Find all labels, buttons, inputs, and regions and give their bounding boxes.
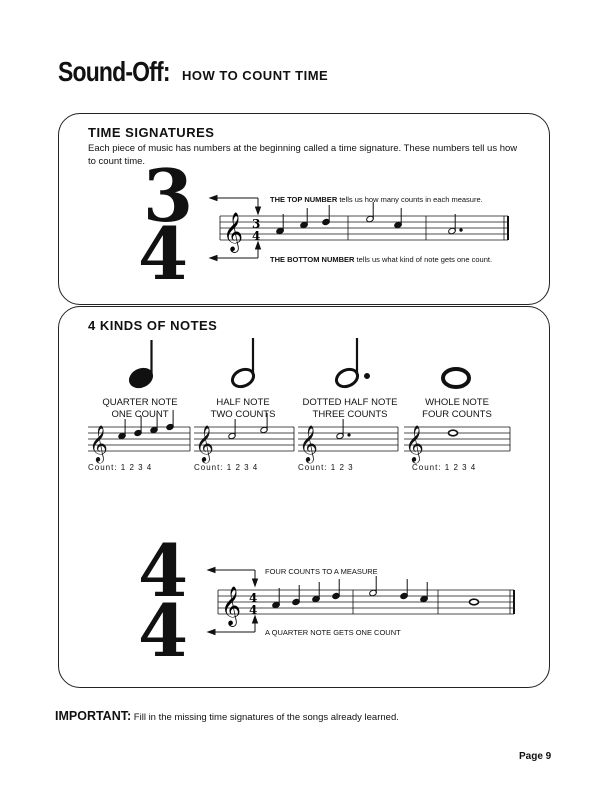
count-line-whole: Count: 1 2 3 4 [412,463,477,472]
treble-clef-icon: 𝄞 [405,424,424,462]
staff-sig-bottom-4: 4 [249,603,258,617]
big-common-time-bottom: 4 [138,588,189,673]
kinds-of-notes-title: 4 KINDS OF NOTES [88,318,218,333]
important-label: IMPORTANT: [55,709,132,723]
note-label-whole: WHOLE NOTE FOUR COUNTS [422,397,492,420]
treble-clef-icon: 𝄞 [299,424,318,462]
treble-clef-icon: 𝄞 [195,424,214,462]
staff-four-four [218,586,518,626]
quarter-gets-one-label: A QUARTER NOTE GETS ONE COUNT [265,628,401,637]
staff-sig-top-4: 4 [249,591,258,605]
page-number: Page 9 [519,751,552,762]
big-time-signature-bottom: 4 [138,211,189,296]
important-text: Fill in the missing time signatures of the songs already learned. [131,712,399,723]
page-subtitle: HOW TO COUNT TIME [182,68,329,83]
big-common-time-top: 4 [138,528,189,613]
time-signatures-title: TIME SIGNATURES [88,125,215,140]
staff-sig-bottom: 4 [252,229,261,243]
count-line-quarter: Count: 1 2 3 4 [88,463,153,472]
intro-line-2: to count time. [88,156,146,167]
intro-line-1: Each piece of music has numbers at the beginning called a time signature. These numbers tell us how [88,143,518,154]
big-time-signature-top: 3 [143,153,194,238]
staff-sig-top: 3 [252,217,261,231]
count-line-half: Count: 1 2 3 4 [194,463,259,472]
whole-note-icon [470,599,479,605]
important-note [55,709,399,723]
top-number-label: THE TOP NUMBER tells us how many counts in each measure. [270,195,483,204]
note-label-quarter: QUARTER NOTE ONE COUNT [102,397,178,420]
bottom-number-label: THE BOTTOM NUMBER tells us what kind of note gets one count. [270,255,493,264]
note-label-dotted-half: DOTTED HALF NOTE THREE COUNTS [302,397,398,420]
page-title: Sound-Off: [58,56,170,87]
count-line-dotted-half: Count: 1 2 3 [298,463,354,472]
four-counts-label: FOUR COUNTS TO A MEASURE [265,567,378,576]
treble-clef-icon: 𝄞 [89,424,108,462]
note-label-half: HALF NOTE TWO COUNTS [210,397,276,420]
treble-clef-icon: 𝄞 [223,212,244,252]
treble-clef-icon: 𝄞 [221,586,242,626]
